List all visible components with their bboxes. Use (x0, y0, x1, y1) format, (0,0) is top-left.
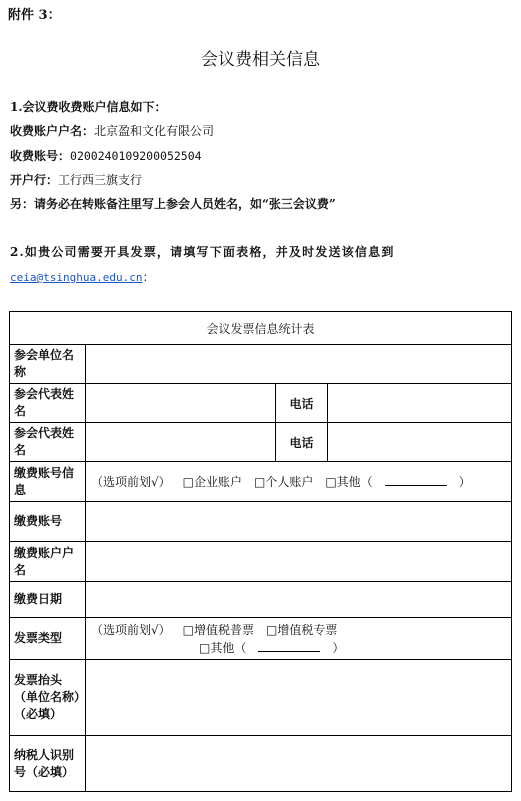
account-name-row (10, 122, 214, 139)
rep1-phone-label: 电话 (276, 384, 328, 423)
vat-special-checkbox[interactable]: □增值税专票 (266, 622, 338, 637)
attachment-label: 附件 3： (8, 8, 61, 23)
rep1-phone-field[interactable] (328, 384, 512, 423)
rep2-name-field[interactable] (86, 423, 276, 462)
account-no-label: 收费账号： (10, 149, 71, 163)
invoice-info-table (9, 311, 512, 792)
contact-email-link[interactable]: ceia@tsinghua.edu.cn (10, 271, 143, 284)
corporate-account-checkbox[interactable]: □企业账户 (182, 475, 242, 489)
invoice-type-line2 (91, 639, 506, 657)
other-account-blank[interactable] (385, 475, 447, 486)
personal-account-checkbox[interactable]: □个人账户 (254, 475, 314, 489)
pay-account-options (86, 462, 512, 502)
bank-label: 开户行： (10, 173, 59, 187)
unit-name-label: 参会单位名称 (10, 345, 86, 384)
email-row (10, 268, 154, 285)
account-no-row (10, 147, 202, 164)
rep1-name-field[interactable] (86, 384, 276, 423)
rep2-phone-label: 电话 (276, 423, 328, 462)
other-account-checkbox[interactable]: □其他（ ） (325, 475, 471, 489)
table-title: 会议发票信息统计表 (10, 312, 512, 345)
transfer-note: 另：请务必在转账备注里写上参会人员姓名，如“张三会议费” (10, 197, 336, 211)
pay-account-no-label: 缴费账号 (10, 502, 86, 542)
bank-row (10, 171, 142, 188)
other-invoice-blank[interactable] (258, 641, 320, 652)
invoice-type-label: 发票类型 (10, 618, 86, 660)
pay-date-field[interactable] (86, 582, 512, 618)
taxpayer-id-field[interactable] (86, 736, 512, 792)
account-name-label: 收费账户户名： (10, 124, 95, 138)
pay-account-name-field[interactable] (86, 542, 512, 582)
rep2-phone-field[interactable] (328, 423, 512, 462)
section1-heading: 1.会议费收费账户信息如下： (10, 100, 167, 114)
invoice-type-hint: （选项前划√） (91, 622, 171, 637)
pay-account-info-label: 缴费账号信息 (10, 462, 86, 502)
account-name-value: 北京盈和文化有限公司 (94, 124, 215, 138)
unit-name-field[interactable] (86, 345, 512, 384)
invoice-type-options (86, 618, 512, 660)
pay-account-no-field[interactable] (86, 502, 512, 542)
pay-account-hint: （选项前划√） (91, 475, 171, 489)
invoice-type-line1 (91, 621, 506, 639)
bank-value: 工行西三旗支行 (58, 173, 143, 187)
account-no-value: 0200240109200052504 (70, 149, 202, 163)
vat-general-checkbox[interactable]: □增值税普票 (182, 622, 254, 637)
taxpayer-id-label: 纳税人识别号（必填） (10, 736, 86, 792)
pay-date-label: 缴费日期 (10, 582, 86, 618)
invoice-header-field[interactable] (86, 660, 512, 736)
section2-text: 2.如贵公司需要开具发票，请填写下面表格，并及时发送该信息到 (10, 245, 395, 259)
rep2-name-label: 参会代表姓名 (10, 423, 86, 462)
rep1-name-label: 参会代表姓名 (10, 384, 86, 423)
email-suffix: ： (142, 270, 155, 284)
pay-account-name-label: 缴费账户户名 (10, 542, 86, 582)
page-title: 会议费相关信息 (201, 50, 320, 70)
other-invoice-checkbox[interactable]: □其他（ ） (199, 640, 345, 655)
invoice-header-label: 发票抬头（单位名称）（必填） (10, 660, 86, 736)
